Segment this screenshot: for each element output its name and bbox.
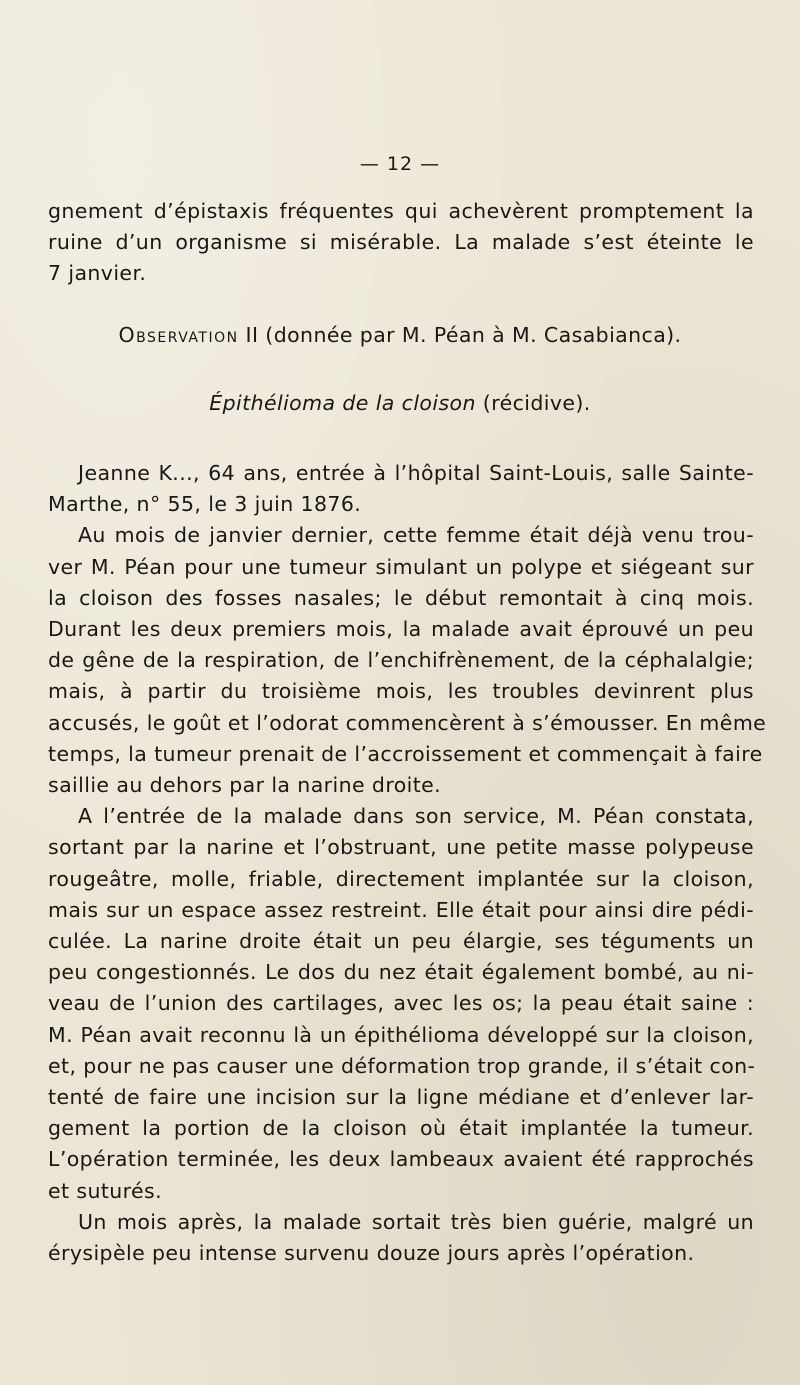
text-line: L’opération terminée, les deux lambeaux avaient été rapprochés	[48, 1147, 754, 1172]
text-line: mais, à partir du troisième mois, les troubles devinrent plus	[48, 679, 754, 704]
text-line: accusés, le goût et l’odorat commencèrent à s’émousser. En même	[48, 710, 767, 735]
text-line: de gêne de la respiration, de l’enchifrènement, de la céphalalgie;	[48, 648, 754, 673]
text-line: érysipèle peu intense survenu douze jours après l’opération.	[48, 1241, 695, 1266]
text-line: tenté de faire une incision sur la ligne médiane et d’enlever lar-	[48, 1085, 754, 1110]
intro-paragraph	[48, 196, 754, 290]
text-line: veau de l’union des cartilages, avec les os; la peau était saine :	[48, 991, 754, 1016]
subtitle-italic: Épithélioma de la cloison	[209, 391, 476, 415]
observation-heading	[0, 323, 800, 347]
page-number: — 12 —	[359, 153, 441, 175]
text-line: Durant les deux premiers mois, la malade avait éprouvé un peu	[48, 617, 754, 642]
text-line: ver M. Péan pour une tumeur simulant un polype et siégeant sur	[48, 554, 754, 579]
text-line: Au mois de janvier dernier, cette femme était déjà venu trou-	[78, 523, 754, 548]
text-line: culée. La narine droite était un peu élargie, ses téguments un	[48, 929, 754, 954]
text-line: rougeâtre, molle, friable, directement implantée sur la cloison,	[48, 866, 754, 891]
text-line: A l’entrée de la malade dans son service, M. Péan constata,	[78, 804, 754, 829]
text-line: sortant par la narine et l’obstruant, une petite masse polypeuse	[48, 835, 754, 860]
text-line: gnement d’épistaxis fréquentes qui achevèrent promptement la	[48, 199, 754, 223]
subtitle-rest: (récidive).	[475, 391, 591, 415]
observation-body	[48, 458, 767, 1269]
text-line: peu congestionnés. Le dos du nez était également bombé, au ni-	[48, 960, 754, 985]
text-line: saillie au dehors par la narine droite.	[48, 773, 442, 798]
text-line: la cloison des fosses nasales; le début remontait à cinq mois.	[48, 585, 754, 610]
text-line: temps, la tumeur prenait de l’accroissement et commençait à faire	[48, 741, 763, 766]
text-line: Marthe, n° 55, le 3 juin 1876.	[48, 492, 362, 517]
observation-heading-rest: II (donnée par M. Péan à M. Casabianca).	[238, 323, 682, 347]
observation-subtitle	[0, 391, 800, 415]
observation-label: Observation	[118, 323, 239, 347]
text-line: M. Péan avait reconnu là un épithélioma développé sur la cloison,	[48, 1022, 754, 1047]
text-line: Un mois après, la malade sortait très bien guérie, malgré un	[78, 1209, 754, 1234]
text-line: et suturés.	[48, 1178, 163, 1203]
text-line: gement la portion de la cloison où était implantée la tumeur.	[48, 1116, 754, 1141]
text-line: ruine d’un organisme si misérable. La malade s’est éteinte le	[48, 230, 754, 255]
text-line: et, pour ne pas causer une déformation trop grande, il s’était con-	[48, 1053, 756, 1078]
text-line: Jeanne K..., 64 ans, entrée à l’hôpital Saint-Louis, salle Sainte-	[78, 461, 754, 485]
text-line: mais sur un espace assez restreint. Elle était pour ainsi dire pédi-	[48, 897, 754, 922]
text-line: 7 janvier.	[48, 261, 147, 286]
